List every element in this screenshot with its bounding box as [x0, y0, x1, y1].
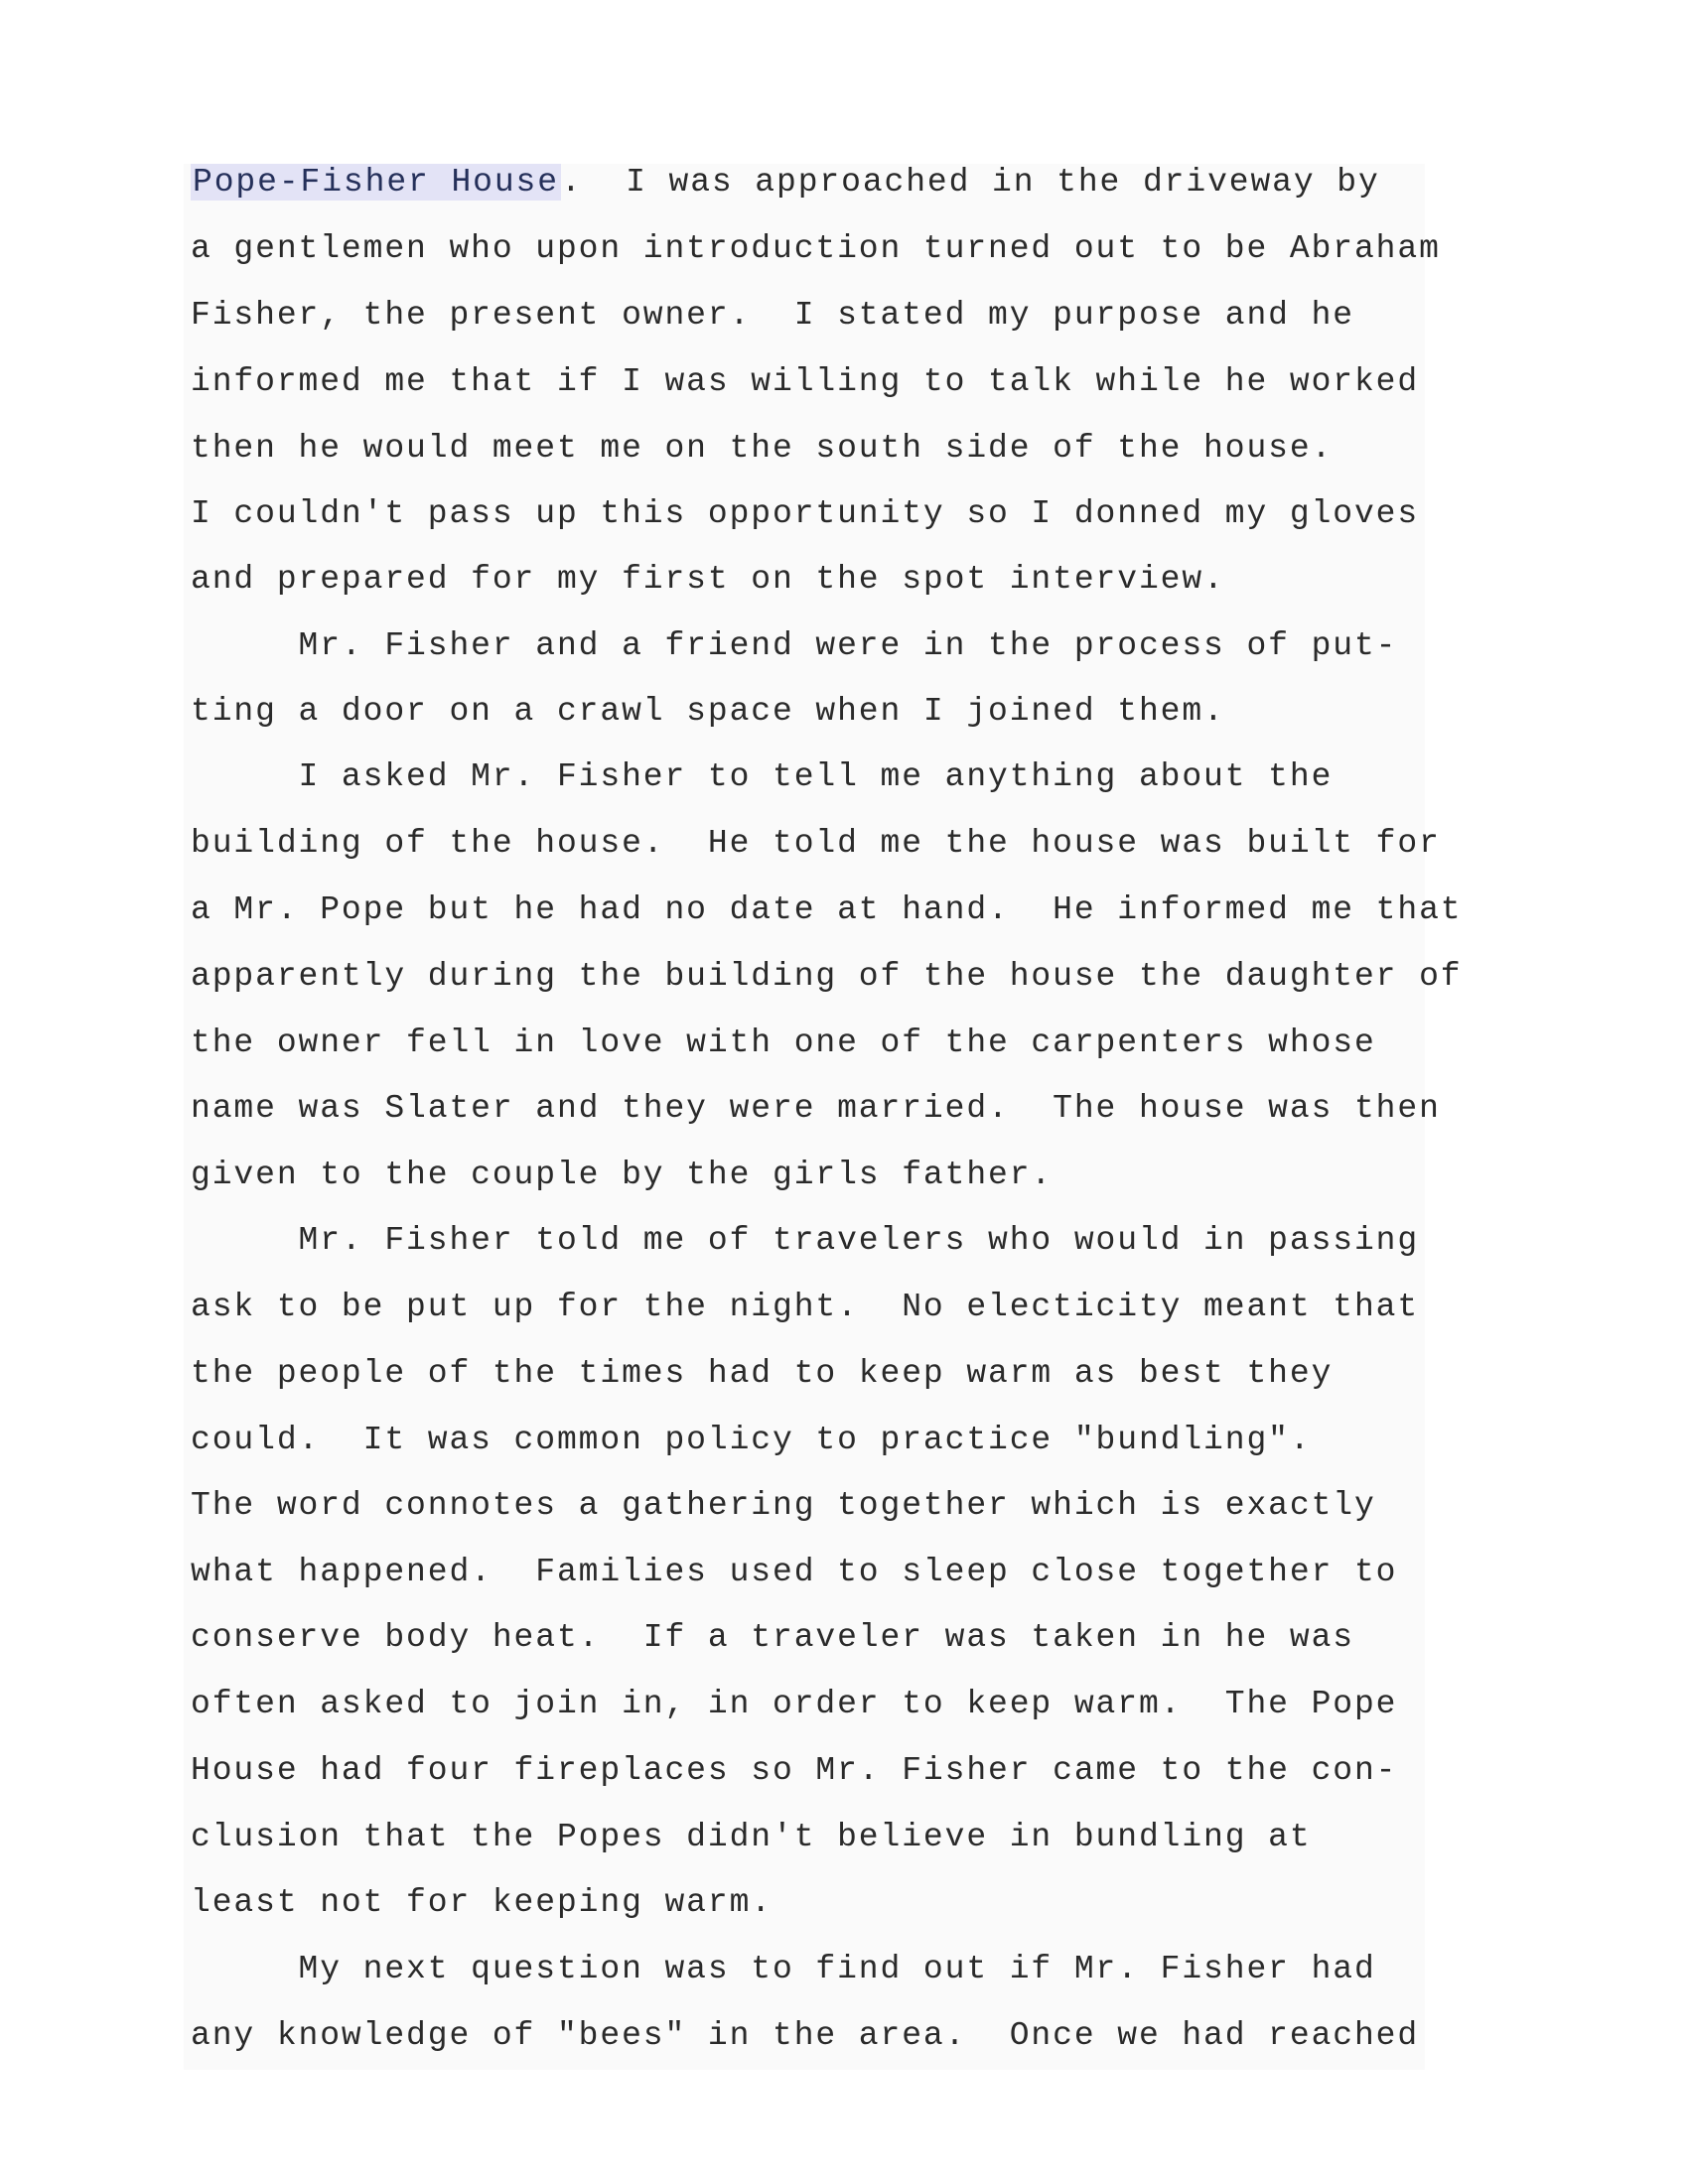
text-line-9: ting a door on a crawl space when I joined them. [191, 693, 1225, 730]
text-line-25: House had four fireplaces so Mr. Fisher came to the con- [191, 1752, 1398, 1789]
text-line-4: informed me that if I was willing to talk while he worked [191, 363, 1420, 400]
text-line-24: often asked to join in, in order to keep warm. The Pope [191, 1686, 1398, 1722]
text-line-16: given to the couple by the girls father. [191, 1157, 1054, 1193]
text-line-28: My next question was to find out if Mr. Fisher had [191, 1951, 1376, 1987]
text-line-1-rest: . I was approached in the driveway by [560, 164, 1380, 201]
text-line-15: name was Slater and they were married. The house was then [191, 1090, 1441, 1127]
text-line-22: what happened. Families used to sleep close together to [191, 1554, 1398, 1590]
highlighted-title: Pope-Fisher House [193, 164, 559, 201]
text-line-12: a Mr. Pope but he had no date at hand. He informed me that [191, 891, 1463, 928]
text-line-3: Fisher, the present owner. I stated my purpose and he [191, 297, 1354, 334]
text-line-11: building of the house. He told me the house was built for [191, 825, 1441, 862]
text-line-27: least not for keeping warm. [191, 1884, 773, 1921]
text-line-21: The word connotes a gathering together which is exactly [191, 1487, 1376, 1524]
text-line-19: the people of the times had to keep warm as best they [191, 1355, 1334, 1392]
text-line-1 [191, 159, 1380, 206]
text-line-8: Mr. Fisher and a friend were in the process of put- [191, 627, 1398, 664]
text-line-10: I asked Mr. Fisher to tell me anything about the [191, 758, 1334, 795]
text-line-6: I couldn't pass up this opportunity so I donned my gloves [191, 495, 1420, 532]
text-line-17: Mr. Fisher told me of travelers who would in passing [191, 1222, 1420, 1259]
text-line-29: any knowledge of "bees" in the area. Once we had reached [191, 2017, 1420, 2054]
text-line-26: clusion that the Popes didn't believe in bundling at [191, 1819, 1312, 1855]
text-line-23: conserve body heat. If a traveler was taken in he was [191, 1619, 1354, 1656]
text-line-13: apparently during the building of the house the daughter of [191, 958, 1463, 995]
text-line-7: and prepared for my first on the spot interview. [191, 561, 1225, 598]
text-line-20: could. It was common policy to practice "bundling". [191, 1422, 1312, 1458]
text-line-18: ask to be put up for the night. No electicity meant that [191, 1289, 1420, 1325]
text-line-14: the owner fell in love with one of the carpenters whose [191, 1024, 1376, 1061]
text-line-5: then he would meet me on the south side of the house. [191, 430, 1334, 467]
text-line-2: a gentlemen who upon introduction turned out to be Abraham [191, 230, 1441, 267]
